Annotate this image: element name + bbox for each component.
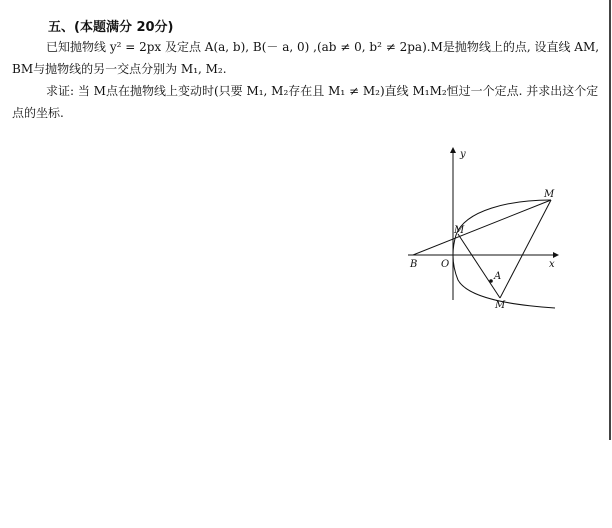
label-M-upper: M: [544, 189, 555, 200]
label-M: M: [454, 225, 465, 236]
line-AM: [458, 234, 500, 298]
label-B: B: [410, 259, 418, 270]
parabola-curve: [453, 200, 555, 308]
point-A-dot: [489, 279, 493, 283]
label-M-lower: M: [495, 300, 506, 311]
label-O: O: [441, 259, 450, 270]
line-BM: [413, 200, 551, 255]
problem-heading: 五、(本题满分 20分): [48, 20, 174, 35]
label-x: x: [549, 259, 555, 270]
label-y: y: [460, 149, 466, 160]
problem-question: 求证: 当 M点在抛物线上变动时(只要 M₁, M₂存在且 M₁ ≠ M₂)直线 M₁M₂恒过一个定点. 并求出这个定点的坐标.: [12, 84, 599, 120]
label-A: A: [494, 271, 502, 282]
problem-statement: 已知抛物线 y² = 2px 及定点 A(a, b), B(－ a, 0) ,(ab ≠ 0, b² ≠ 2pa).M是抛物线上的点, 设直线 AM, BM与抛物线的另一交点分别为 M₁, M₂.: [12, 40, 600, 76]
line-M1M2: [500, 200, 551, 298]
parabola-figure: [400, 140, 570, 315]
page-edge-line: [609, 0, 611, 440]
